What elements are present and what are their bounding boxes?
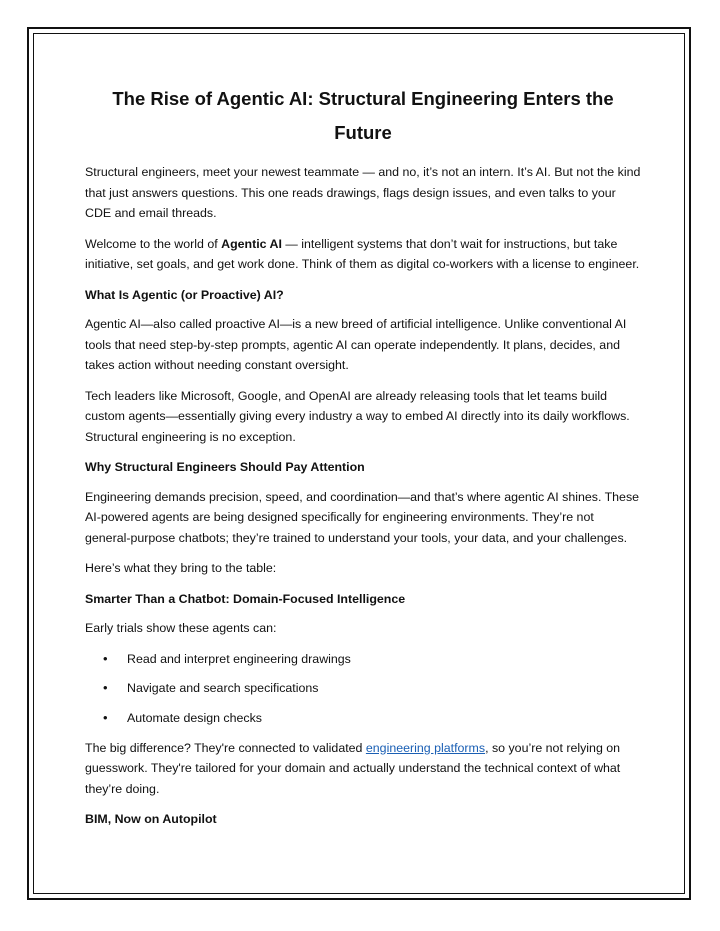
big-difference-paragraph [85, 738, 641, 800]
big-difference-text-start: The big difference? They're connected to validated [85, 740, 366, 755]
section-heading-what-is: What Is Agentic (or Proactive) AI? [85, 287, 284, 302]
document-title: The Rise of Agentic AI: Structural Engineering Enters the Future [112, 88, 614, 143]
document-body [85, 82, 641, 839]
capabilities-list [85, 649, 641, 728]
section-heading-smarter: Smarter Than a Chatbot: Domain-Focused Intelligence [85, 591, 406, 606]
big-difference-text-end: , so you’re not relying on guesswork. They're tailored for your domain and actually understand the technical context of what they’re doing. [85, 740, 621, 796]
engineering-platforms-link[interactable]: engineering platforms [365, 740, 486, 755]
welcome-text-start: Welcome to the world of [85, 236, 222, 251]
bring-to-table-paragraph: Here’s what they bring to the table: [85, 561, 277, 575]
list-item: • Read and interpret engineering drawings [85, 649, 641, 669]
welcome-text-end: — intelligent systems that don’t wait for instructions, but take initiative, set goals, and get work done. Think of them as digital co-workers with a license to engineer. [85, 236, 640, 271]
section-heading-bim: BIM, Now on Autopilot [85, 812, 217, 826]
list-item: • Navigate and search specifications [85, 678, 641, 698]
intro-paragraph: Structural engineers, meet your newest teammate — and no, it’s not an intern. It’s AI. But not the kind that just answers questions. This one reads drawings, flags design issues, and even talks to your CDE and email threads. [85, 165, 641, 220]
section-heading-why: Why Structural Engineers Should Pay Attention [85, 460, 365, 474]
list-item: • Automate design checks [85, 708, 641, 728]
definition-paragraph: Agentic AI—also called proactive AI—is a new breed of artificial intelligence. Unlike conventional AI tools that need step-by-step prompts, agentic AI can operate independently. It plans, decides, and takes action without needing constant oversight. [85, 317, 627, 372]
tech-leaders-paragraph: Tech leaders like Microsoft, Google, and OpenAI are already releasing tools that let teams build custom agents—essentially giving every industry a way to embed AI directly into its daily workflows. Structural engineering is no exception. [85, 388, 630, 444]
engineering-demands-paragraph: Engineering demands precision, speed, and coordination—and that’s where agentic AI shines. These AI-powered agents are being designed specifically for engineering environments. They’re not general-purpose chatbots; they’re trained to understand your tools, your data, and your challenges. [85, 489, 640, 545]
welcome-paragraph [85, 234, 641, 275]
early-trials-paragraph: Early trials show these agents can: [85, 621, 277, 635]
agentic-ai-term: Agentic AI [221, 236, 282, 251]
